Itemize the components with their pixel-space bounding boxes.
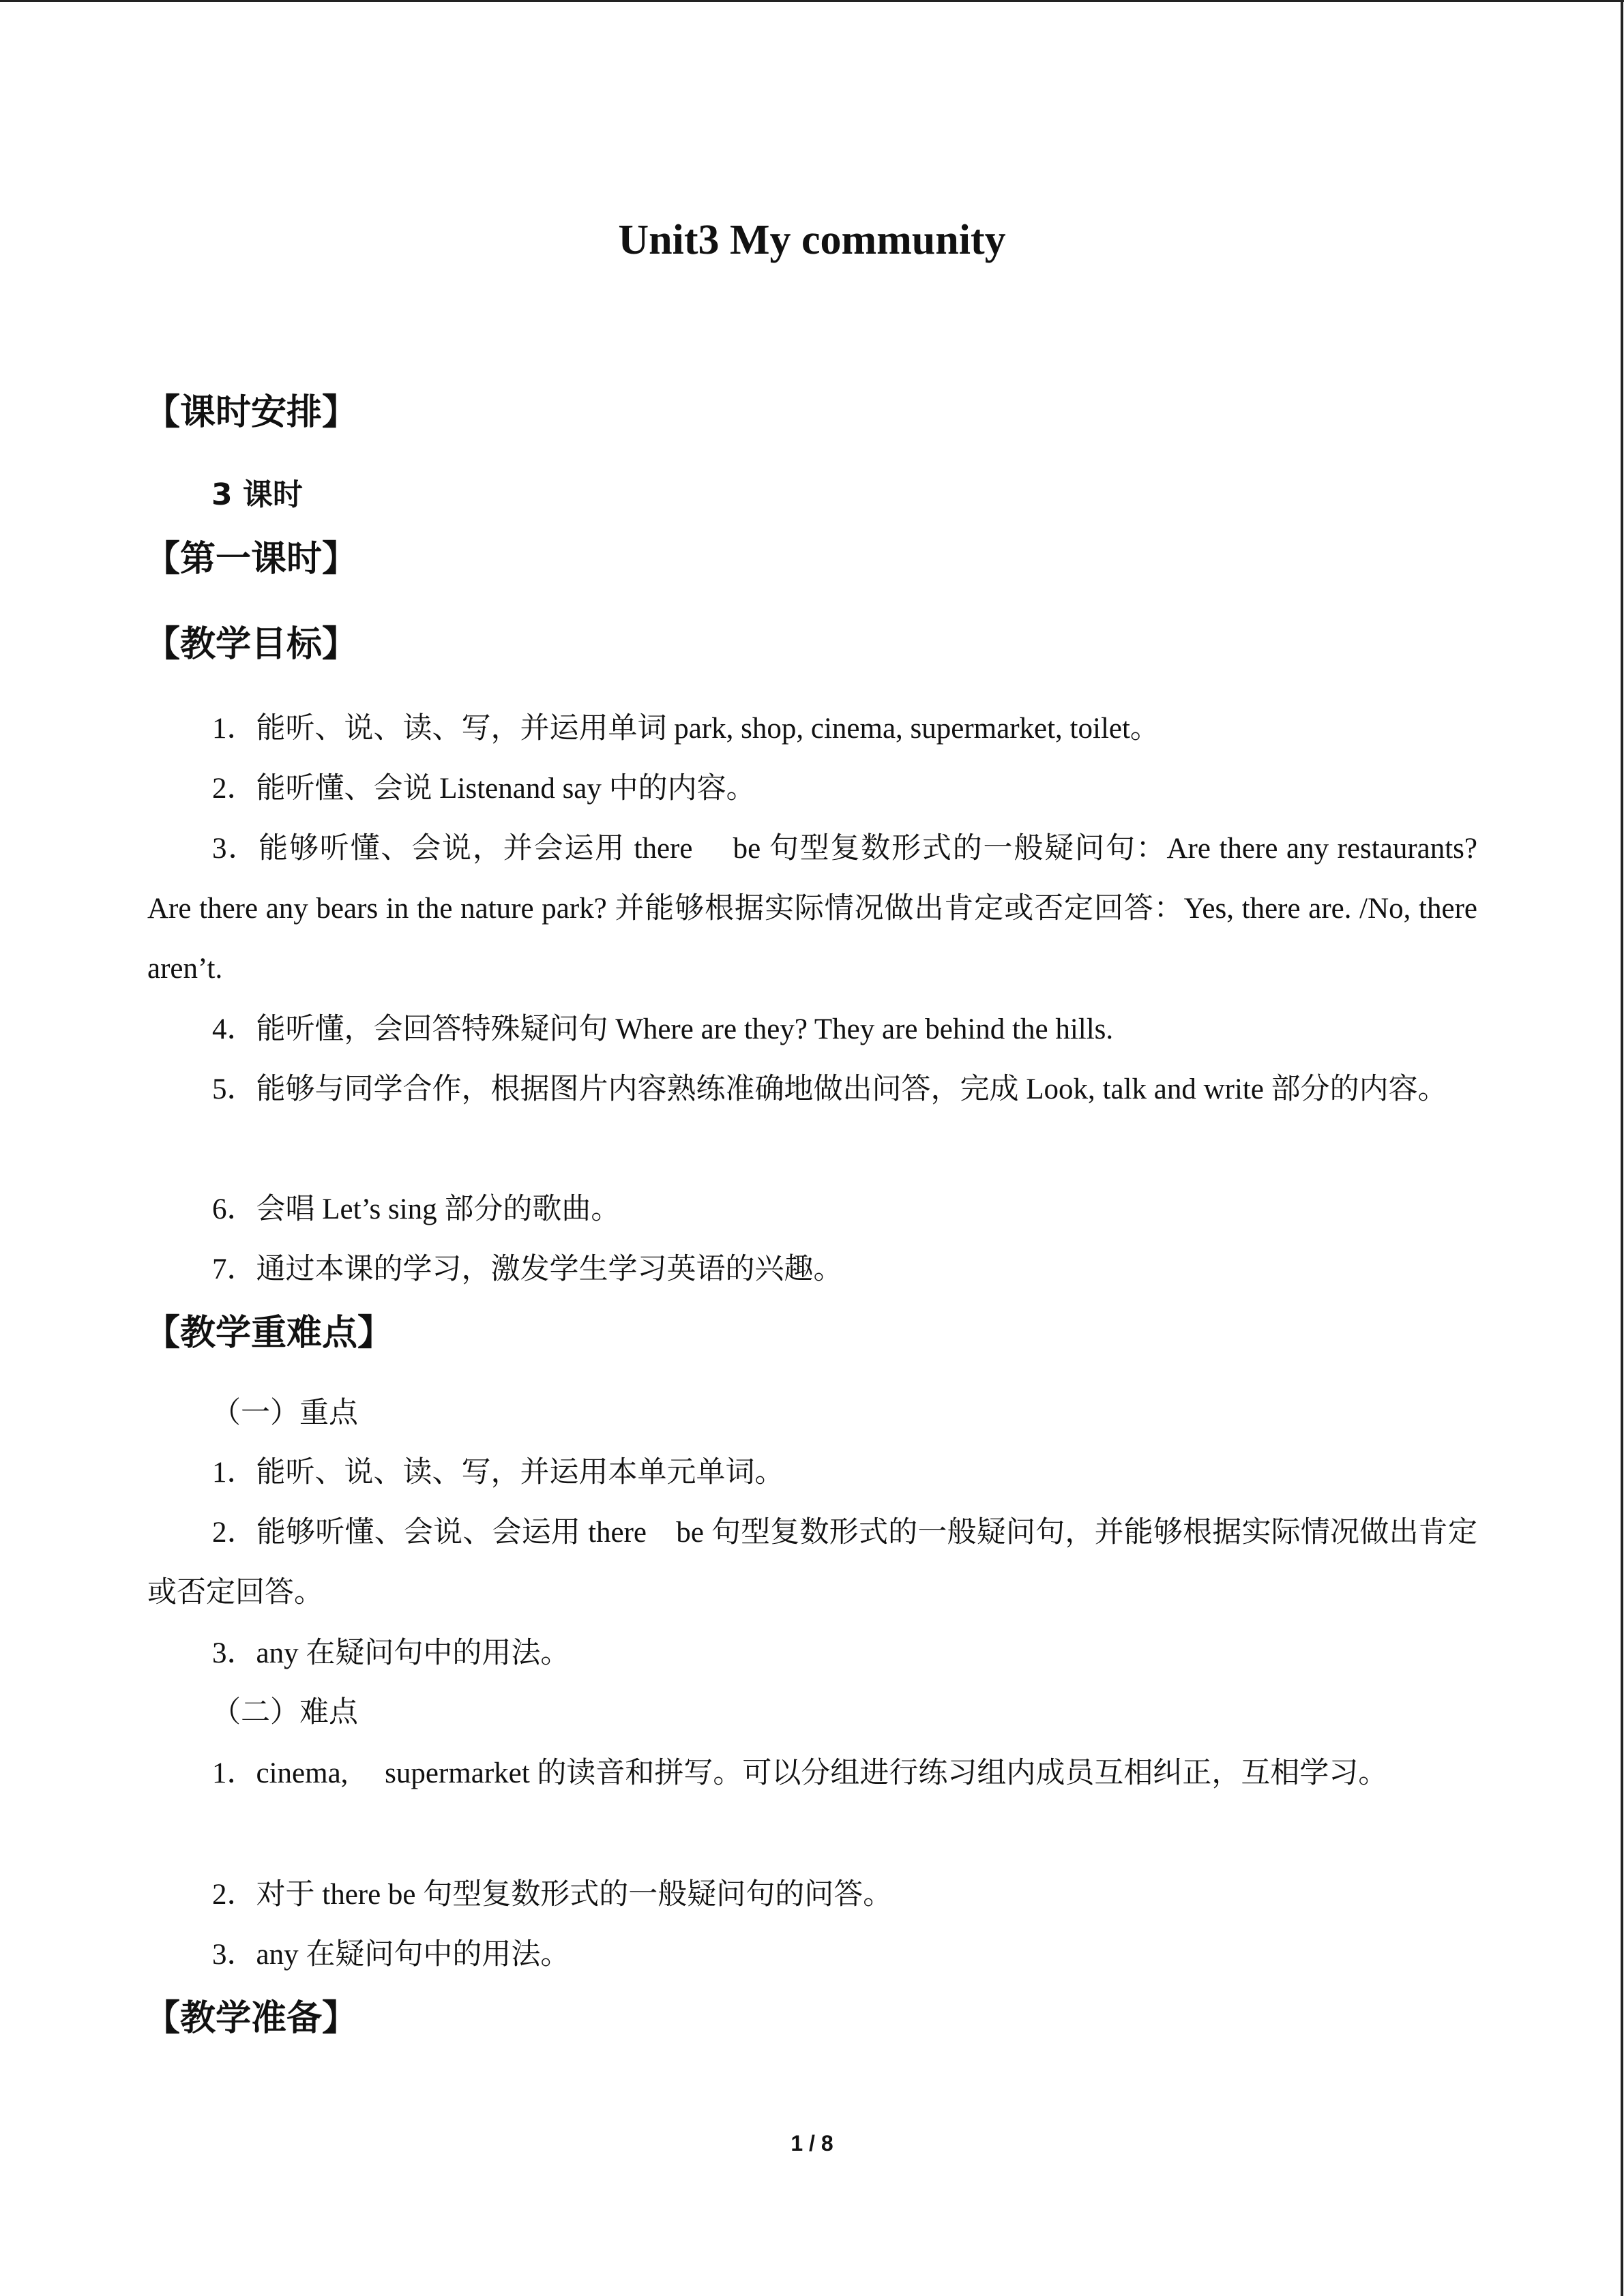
lesson-count: 3 课时	[211, 477, 303, 512]
page-right-border	[1621, 0, 1623, 2296]
heading-schedule: 【课时安排】	[145, 392, 358, 433]
key-label: （一）重点	[211, 1397, 358, 1429]
goal-item: 7．通过本课的学习，激发学生学习英语的兴趣。	[212, 1253, 843, 1285]
goal-item: 6．会唱 Let’s sing 部分的歌曲。	[212, 1193, 621, 1225]
goal-item: 3．能够听懂、会说，并会运用 there be 句型复数形式的一般疑问句：Are there any restaurants? Are there any bears in the nature park? 并能够根据实际情况做出肯定或否定回答：Yes, there are. /No, there aren’t.	[147, 833, 1477, 985]
key-item: 3．any 在疑问句中的用法。	[212, 1637, 570, 1669]
difficult-item: 2．对于 there be 句型复数形式的一般疑问句的问答。	[212, 1879, 893, 1911]
heading-goals: 【教学目标】	[145, 624, 358, 665]
key-item: 2．能够听懂、会说、会运用 there be 句型复数形式的一般疑问句，并能够根据实际情况做出肯定或否定回答。	[147, 1517, 1477, 1609]
heading-first-lesson: 【第一课时】	[145, 539, 358, 580]
page-top-border	[0, 0, 1624, 2]
key-item: 1．能听、说、读、写，并运用本单元单词。	[212, 1457, 784, 1489]
page-number: 1 / 8	[791, 2131, 833, 2156]
goal-item: 1．能听、说、读、写，并运用单词 park, shop, cinema, supermarket, toilet。	[212, 713, 1160, 745]
goal-item: 4．能听懂，会回答特殊疑问句 Where are they? They are behind the hills.	[212, 1013, 1114, 1045]
heading-key-points: 【教学重难点】	[145, 1313, 394, 1354]
document-title: Unit3 My community	[618, 217, 1006, 263]
difficult-item: 1．cinema, supermarket 的读音和拼写。可以分组进行练习组内成员互相纠正，互相学习。	[212, 1757, 1388, 1789]
heading-preparation: 【教学准备】	[145, 1998, 358, 2039]
goal-item: 5．能够与同学合作，根据图片内容熟练准确地做出问答，完成 Look, talk and write 部分的内容。	[212, 1073, 1447, 1105]
difficult-label: （二）难点	[211, 1697, 358, 1729]
goal-item: 2．能听懂、会说 Listenand say 中的内容。	[212, 773, 756, 805]
difficult-item: 3．any 在疑问句中的用法。	[212, 1939, 570, 1971]
